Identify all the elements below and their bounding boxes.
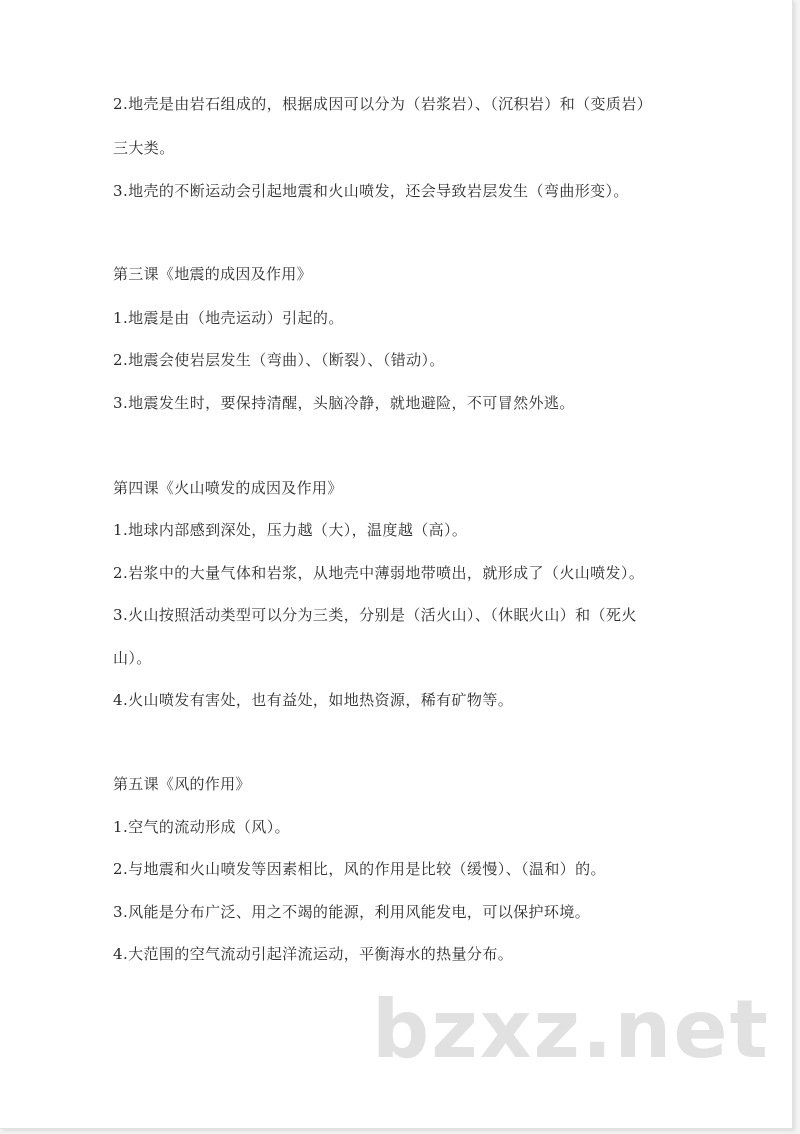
text-line: 2.地壳是由岩石组成的，根据成因可以分为（岩浆岩）、（沉积岩）和（变质岩）: [113, 95, 653, 113]
lesson3-title: 第三课《地震的成因及作用》: [113, 265, 312, 283]
lesson3-item: 1.地震是由（地壳运动）引起的。: [113, 309, 344, 327]
lesson5-item: 1.空气的流动形成（风）。: [113, 818, 291, 836]
lesson4-item: 4.火山喷发有害处，也有益处，如地热资源，稀有矿物等。: [113, 691, 514, 709]
lesson5-item: 3.风能是分布广泛、用之不竭的能源，利用风能发电，可以保护环境。: [113, 903, 591, 921]
lesson3-item: 2.地震会使岩层发生（弯曲）、（断裂）、（错动）。: [113, 351, 445, 369]
lesson3-item: 3.地震发生时，要保持清醒，头脑冷静，就地避险，不可冒然外逃。: [113, 394, 575, 412]
text-line: 三大类。: [113, 139, 175, 157]
lesson4-item: 3.火山按照活动类型可以分为三类，分别是（活火山）、（休眠火山）和（死火: [113, 606, 637, 624]
text-line: 3.地壳的不断运动会引起地震和火山喷发，还会导致岩层发生（弯曲形变）。: [113, 182, 629, 200]
lesson5-title: 第五课《风的作用》: [113, 775, 251, 793]
lesson4-item: 1.地球内部感到深处，压力越（大），温度越（高）。: [113, 521, 468, 539]
lesson4-item: 山）。: [113, 649, 152, 667]
lesson5-item: 2.与地震和火山喷发等因素相比，风的作用是比较（缓慢）、（温和）的。: [113, 860, 606, 878]
watermark: bzxz.net: [372, 983, 770, 1076]
lesson5-item: 4.大范围的空气流动引起洋流运动，平衡海水的热量分布。: [113, 945, 514, 963]
lesson4-item: 2.岩浆中的大量气体和岩浆，从地壳中薄弱地带喷出，就形成了（火山喷发）。: [113, 564, 645, 582]
lesson4-title: 第四课《火山喷发的成因及作用》: [113, 479, 343, 497]
